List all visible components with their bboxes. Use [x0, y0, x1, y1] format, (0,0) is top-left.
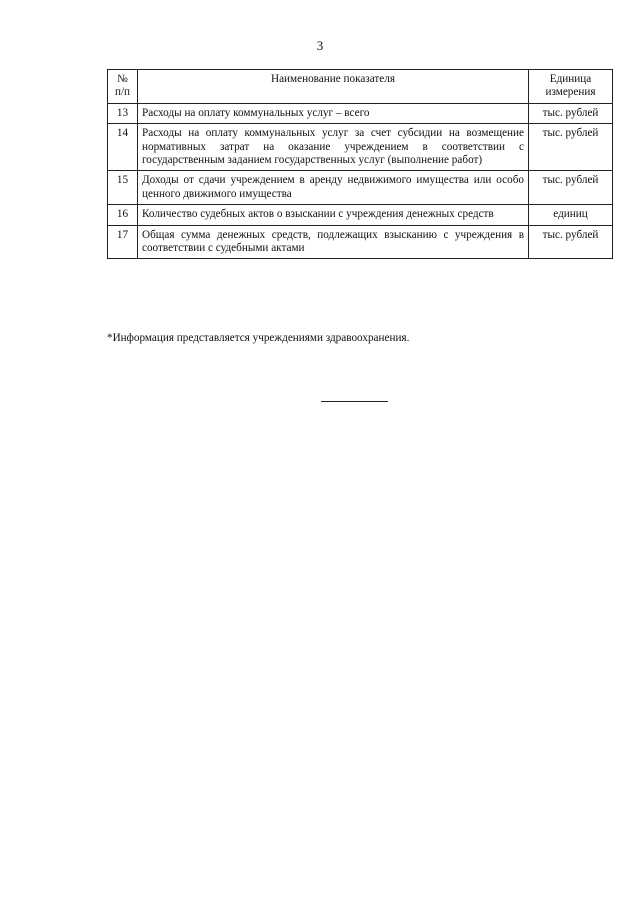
row-unit: единиц [529, 205, 613, 225]
header-name: Наименование показателя [138, 70, 529, 104]
row-unit: тыс. рублей [529, 124, 613, 171]
row-unit: тыс. рублей [529, 103, 613, 123]
row-name: Доходы от сдачи учреждением в аренду недвижимого имущества или особо ценного движимого имущества [138, 171, 529, 205]
table-row [108, 103, 613, 123]
row-name: Расходы на оплату коммунальных услуг за счет субсидии на возмещение нормативных затрат на оказание учреждением в соответствии с государственным заданием государственных услуг (выполнение работ) [138, 124, 529, 171]
row-name: Количество судебных актов о взыскании с учреждения денежных средств [138, 205, 529, 225]
table-header-row [108, 70, 613, 104]
row-number: 15 [108, 171, 138, 205]
table-row [108, 171, 613, 205]
row-unit: тыс. рублей [529, 171, 613, 205]
row-number: 13 [108, 103, 138, 123]
row-number: 14 [108, 124, 138, 171]
row-unit: тыс. рублей [529, 225, 613, 259]
page-number: 3 [316, 38, 324, 53]
table-row [108, 225, 613, 259]
table-row [108, 205, 613, 225]
closing-separator-line [321, 401, 388, 402]
table-row [108, 124, 613, 171]
header-unit: Единица измерения [529, 70, 613, 104]
row-number: 16 [108, 205, 138, 225]
footnote: *Информация представляется учреждениями здравоохранения. [107, 332, 410, 344]
row-number: 17 [108, 225, 138, 259]
row-name: Расходы на оплату коммунальных услуг – всего [138, 103, 529, 123]
header-number: № п/п [108, 70, 138, 104]
row-name: Общая сумма денежных средств, подлежащих взысканию с учреждения в соответствии с судебными актами [138, 225, 529, 259]
indicators-table [107, 69, 613, 259]
